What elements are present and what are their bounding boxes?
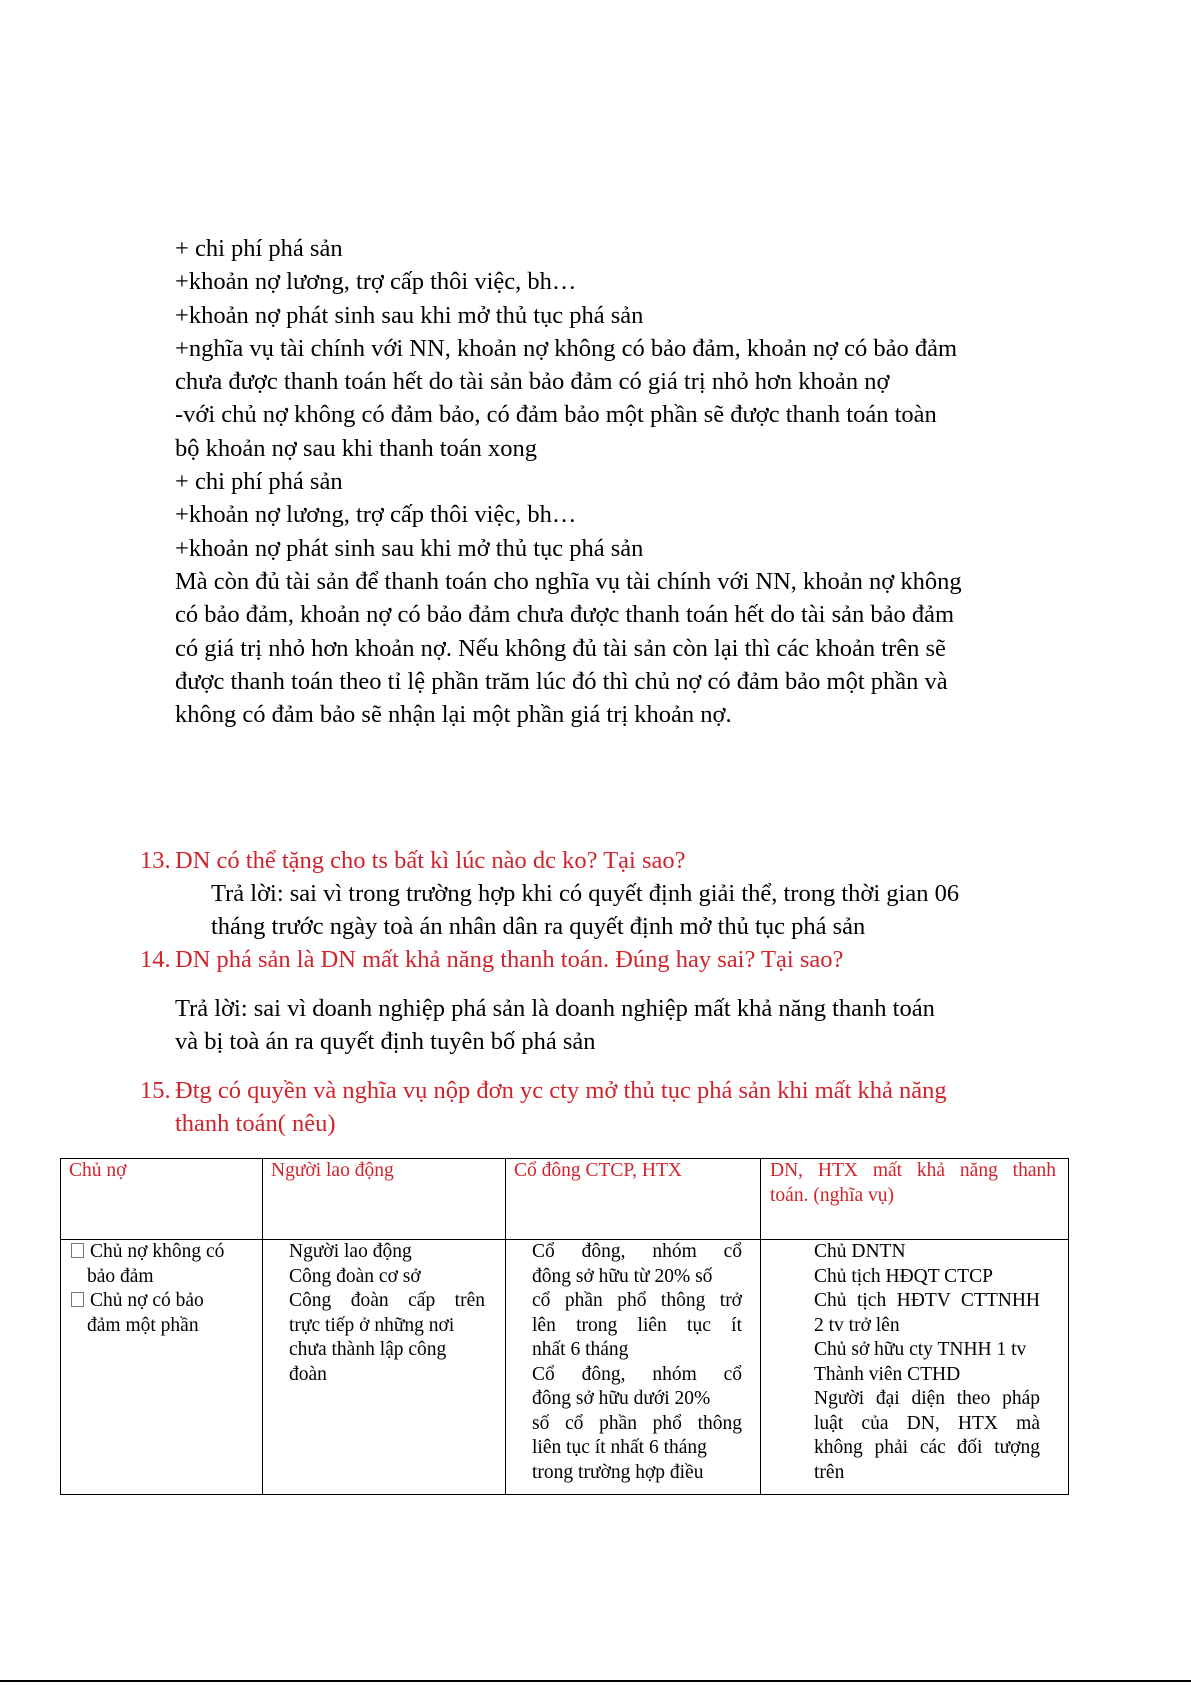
cell-line: Công đoàn cấp trên	[289, 1290, 485, 1311]
cell-line: nhất 6 tháng	[532, 1339, 629, 1360]
question-text: Đtg có quyền và nghĩa vụ nộp đơn yc cty mở thủ tục phá sản khi mất khả năng	[175, 1077, 947, 1104]
text-line: + chi phí phá sản	[175, 468, 343, 496]
cell-line: trong trường hợp điều	[532, 1461, 704, 1483]
list-item-cont: đảm một phần	[87, 1314, 199, 1336]
cell-line: Cổ đông, nhóm cổ	[532, 1241, 742, 1262]
question-14	[140, 943, 843, 976]
list-item: Chủ nợ có bảo	[71, 1289, 260, 1314]
cell-line: cổ phần phổ thông trở	[532, 1290, 742, 1311]
cell-line: số cổ phần phổ thông	[532, 1412, 742, 1434]
text-line: có bảo đảm, khoản nợ có bảo đảm chưa được thanh toán hết do tài sản bảo đảm	[175, 601, 955, 629]
cell-line: trên	[814, 1461, 845, 1483]
text-line: không có đảm bảo sẽ nhận lại một phần giá trị khoản nợ.	[175, 701, 732, 729]
table-row	[61, 1240, 1069, 1495]
header-shareholder: Cổ đông CTCP, HTX	[506, 1159, 761, 1240]
question-15-line-2: thanh toán( nêu)	[175, 1110, 336, 1137]
answer-14-line-2: và bị toà án ra quyết định tuyên bố phá sản	[175, 1028, 596, 1055]
text-line: -với chủ nợ không có đảm bảo, có đảm bảo một phần sẽ được thanh toán toàn	[175, 401, 937, 429]
question-number: 13.	[140, 847, 171, 874]
cell-line: lên trong liên tục ít	[532, 1314, 742, 1336]
cell-line: Chủ tịch HĐQT CTCP	[814, 1265, 993, 1287]
cell-line: chưa thành lập công	[289, 1339, 447, 1360]
cell-line: Người lao động	[289, 1241, 412, 1262]
cell-line: Chủ DNTN	[814, 1241, 906, 1262]
header-insolvent-enterprise	[761, 1159, 1069, 1240]
cell-line: Thành viên CTHD	[814, 1363, 961, 1385]
shareholder-cell	[506, 1240, 761, 1495]
list-item-cont: bảo đảm	[87, 1265, 154, 1287]
question-text: DN phá sản là DN mất khả năng thanh toán. Đúng hay sai? Tại sao?	[175, 946, 844, 973]
cell-line: không phải các đối tượng	[814, 1437, 1040, 1458]
checkbox-glyph-icon	[71, 1243, 84, 1258]
cell-line: Chủ sở hữu cty TNHH 1 tv	[814, 1339, 1027, 1360]
answer-13-line-2: tháng trước ngày toà án nhân dân ra quyết định mở thủ tục phá sản	[211, 913, 866, 940]
text-line: có giá trị nhỏ hơn khoản nợ. Nếu không đủ tài sản còn lại thì các khoản trên sẽ	[175, 634, 946, 662]
question-text: DN có thể tặng cho ts bất kì lúc nào dc ko? Tại sao?	[175, 847, 686, 874]
petitioner-table	[60, 1158, 1069, 1495]
cell-line: Công đoàn cơ sở	[289, 1265, 421, 1287]
employee-cell	[263, 1240, 506, 1495]
cell-line: luật của DN, HTX mà	[814, 1412, 1040, 1434]
text-line: +khoản nợ phát sinh sau khi mở thủ tục phá sản	[175, 301, 644, 329]
header-line: DN, HTX mất khả năng thanh	[770, 1160, 1056, 1181]
header-employee: Người lao động	[263, 1159, 506, 1240]
text-line: + chi phí phá sản	[175, 235, 343, 262]
question-number: 15.	[140, 1077, 171, 1104]
text-line: bộ khoản nợ sau khi thanh toán xong	[175, 434, 538, 462]
text-line: chưa được thanh toán hết do tài sản bảo đảm có giá trị nhỏ hơn khoản nợ	[175, 368, 890, 396]
answer-continuation-block	[175, 232, 1055, 731]
cell-line: Cổ đông, nhóm cổ	[532, 1363, 742, 1385]
text-line: +khoản nợ lương, trợ cấp thôi việc, bh…	[175, 268, 577, 296]
cell-line: Người đại diện theo pháp	[814, 1388, 1040, 1409]
checkbox-glyph-icon	[71, 1292, 84, 1307]
cell-line: trực tiếp ở những nơi	[289, 1314, 455, 1336]
text-line: +khoản nợ lương, trợ cấp thôi việc, bh…	[175, 501, 577, 529]
cell-line: liên tục ít nhất 6 tháng	[532, 1437, 707, 1458]
cell-line: đoàn	[289, 1363, 327, 1385]
page-bottom-divider	[0, 1680, 1191, 1682]
answer-14-line-1: Trả lời: sai vì doanh nghiệp phá sản là doanh nghiệp mất khả năng thanh toán	[175, 995, 935, 1022]
question-13	[140, 844, 686, 877]
creditor-cell	[61, 1240, 263, 1495]
cell-line: đông sở hữu từ 20% số	[532, 1265, 713, 1287]
enterprise-cell	[761, 1240, 1069, 1495]
text-line: Mà còn đủ tài sản để thanh toán cho nghĩa vụ tài chính với NN, khoản nợ không	[175, 567, 962, 595]
cell-line: đông sở hữu dưới 20%	[532, 1388, 711, 1409]
cell-line: Chủ tịch HĐTV CTTNHH	[814, 1290, 1040, 1311]
table-header-row	[61, 1159, 1069, 1240]
text-line: +khoản nợ phát sinh sau khi mở thủ tục phá sản	[175, 534, 644, 562]
text-line: +nghĩa vụ tài chính với NN, khoản nợ không có bảo đảm, khoản nợ có bảo đảm	[175, 334, 958, 362]
header-line: toán. (nghĩa vụ)	[770, 1184, 895, 1206]
answer-13-line-1: Trả lời: sai vì trong trường hợp khi có quyết định giải thể, trong thời gian 06	[211, 880, 960, 907]
question-number: 14.	[140, 946, 171, 973]
text-line: được thanh toán theo tỉ lệ phần trăm lúc đó thì chủ nợ có đảm bảo một phần và	[175, 667, 948, 695]
cell-line: 2 tv trở lên	[814, 1314, 900, 1336]
header-creditor: Chủ nợ	[61, 1159, 263, 1240]
question-15	[140, 1074, 947, 1107]
list-item: Chủ nợ không có	[71, 1240, 260, 1265]
